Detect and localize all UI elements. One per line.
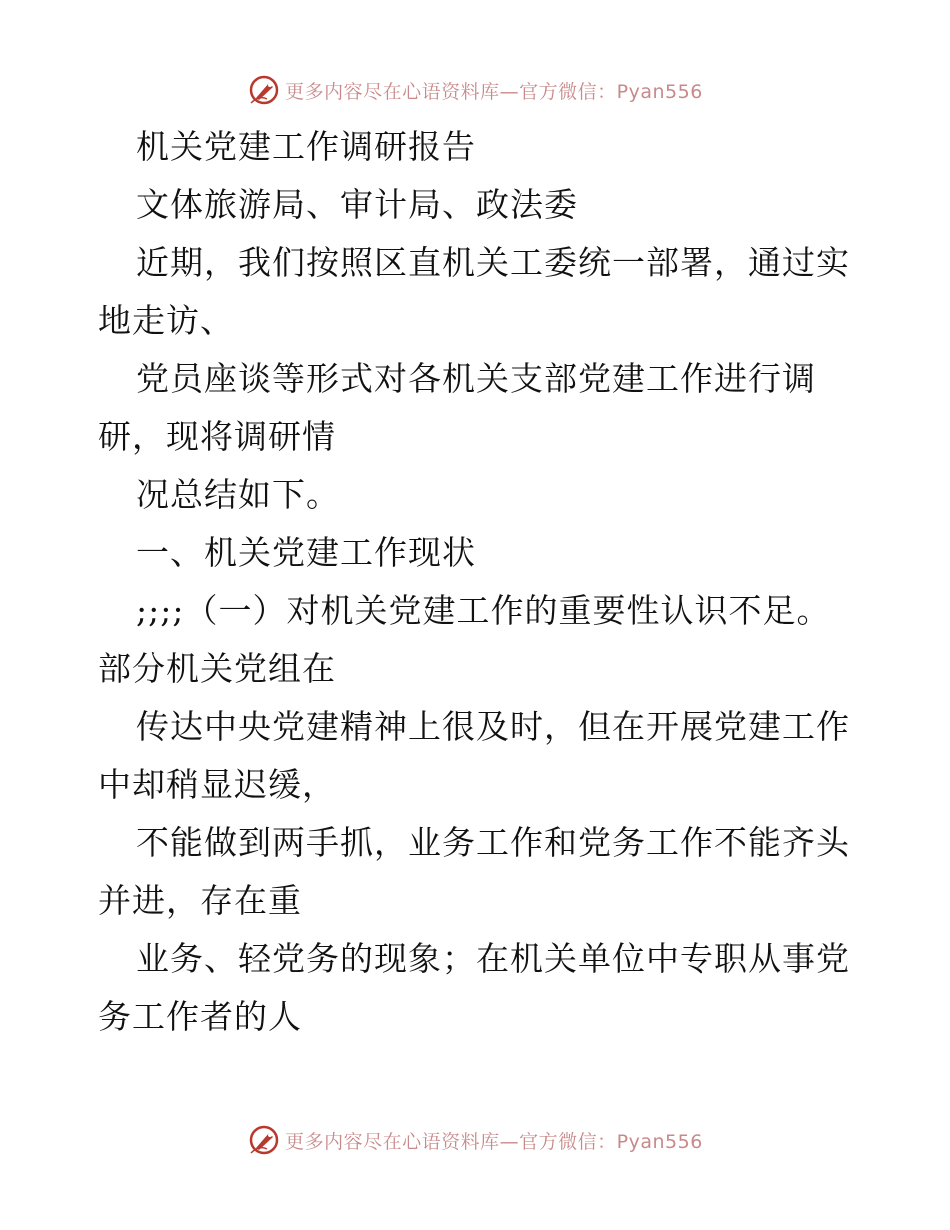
paragraph-line: 传达中央党建精神上很及时，但在开展党建工作: [136, 707, 850, 746]
paragraph-line: 部分机关党组在: [98, 649, 336, 688]
paragraph-line: 不能做到两手抓，业务工作和党务工作不能齐头: [136, 823, 850, 862]
footer-banner: [0, 1120, 950, 1160]
paragraph-line: 中却稍显迟缓，: [98, 765, 336, 804]
paragraph-line: 党员座谈等形式对各机关支部党建工作进行调: [136, 359, 816, 398]
paragraph-line: 地走访、: [98, 301, 234, 340]
paragraph-line: ;;;;（一）对机关党建工作的重要性认识不足。: [136, 591, 831, 630]
document-title: 机关党建工作调研报告: [136, 127, 476, 166]
header-banner: [0, 70, 950, 110]
paragraph-line: 务工作者的人: [98, 997, 302, 1036]
pen-nib-circle-logo-icon: [247, 1123, 281, 1157]
paragraph-line: 研，现将调研情: [98, 417, 336, 456]
paragraph-line: 况总结如下。: [136, 475, 340, 514]
paragraph-line: 文体旅游局、审计局、政法委: [136, 185, 578, 224]
paragraph-line: 并进，存在重: [98, 881, 302, 920]
section-heading: 一、机关党建工作现状: [136, 533, 476, 572]
header-banner-text: 更多内容尽在心语资料库—官方微信：Pyan556: [285, 80, 703, 103]
footer-banner-text: 更多内容尽在心语资料库—官方微信：Pyan556: [285, 1130, 703, 1153]
paragraph-line: 业务、轻党务的现象；在机关单位中专职从事党: [136, 939, 850, 978]
paragraph-line: 近期，我们按照区直机关工委统一部署，通过实: [136, 243, 850, 282]
document-body: [98, 118, 858, 1046]
pen-nib-circle-logo-icon: [247, 73, 281, 107]
